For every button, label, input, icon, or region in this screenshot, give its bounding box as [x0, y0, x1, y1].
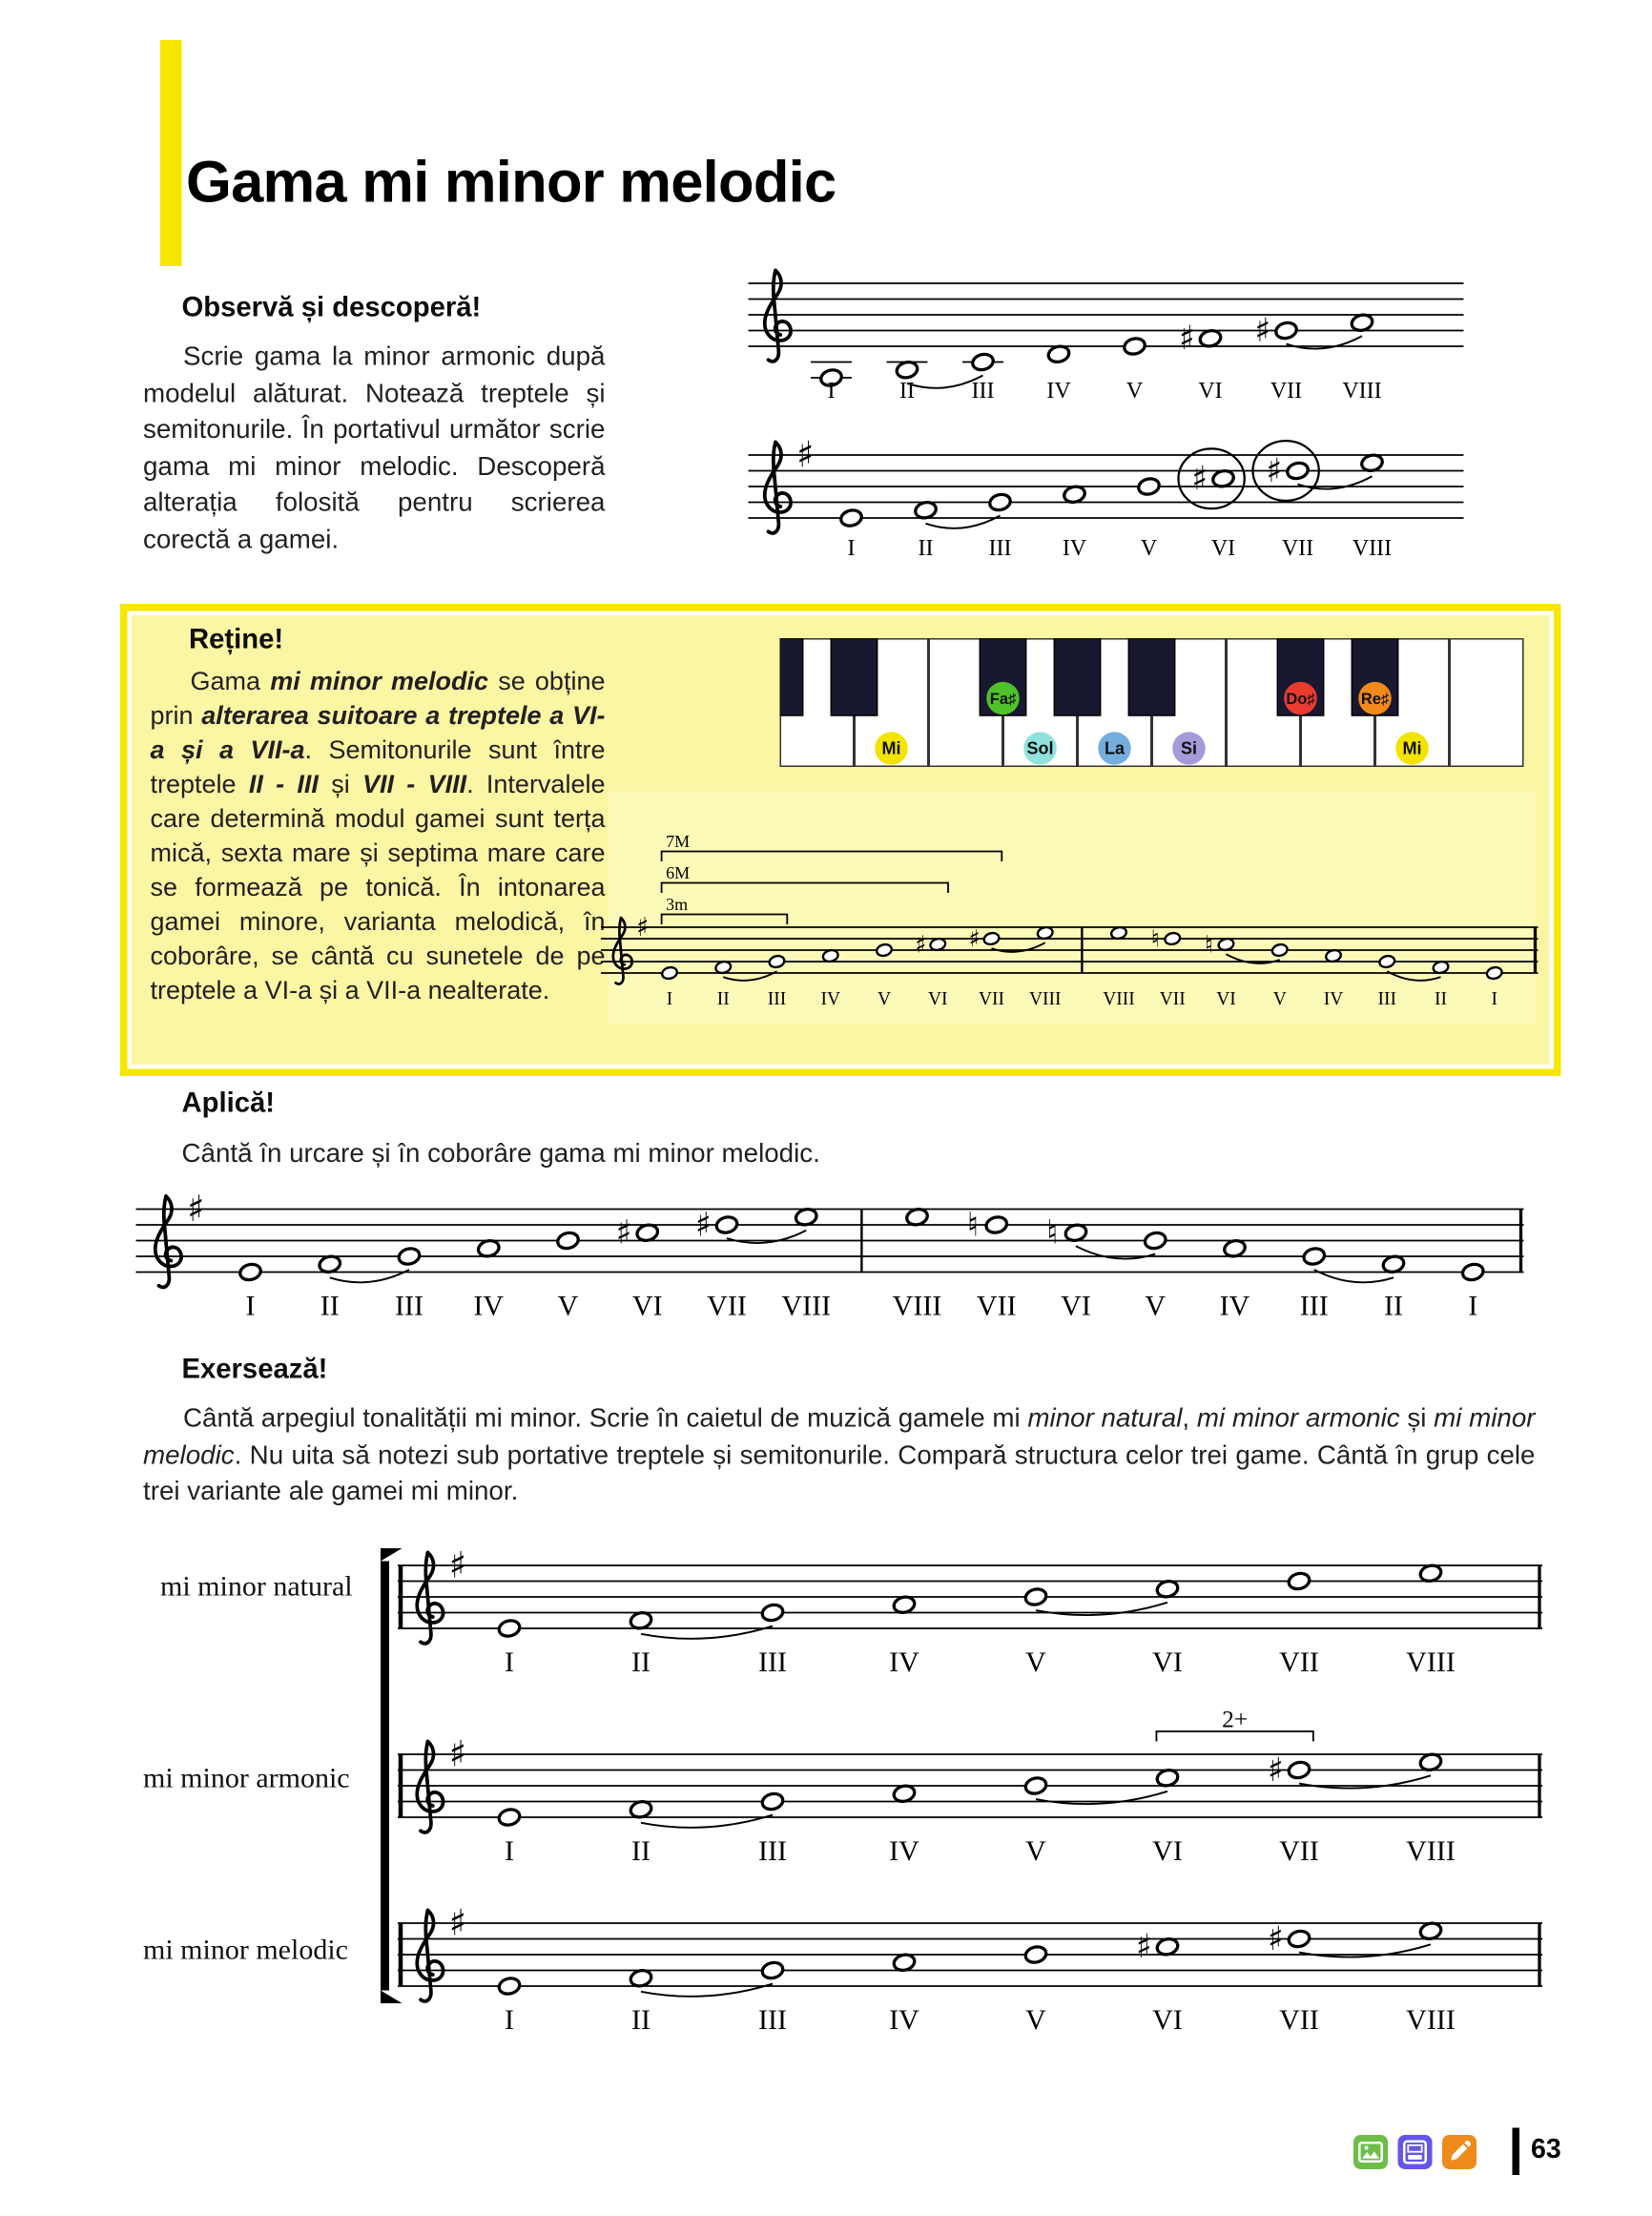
svg-text:V: V [1025, 1835, 1046, 1867]
svg-text:VI: VI [1152, 2004, 1183, 2036]
svg-text:VIII: VIII [1028, 989, 1062, 1009]
video-icon-glyph [1398, 2135, 1433, 2169]
staff-mi-minor-armonic-svg [398, 1688, 1542, 1880]
svg-text:Si: Si [1180, 738, 1198, 758]
ex-seg-x1: Cântă arpegiul tonalității mi minor. Scrie în caietul de muzică gamele mi [183, 1402, 1028, 1433]
svg-text:VI: VI [1061, 1290, 1091, 1322]
retine-seg-r6: II - III [248, 770, 319, 798]
svg-text:Mi: Mi [1402, 738, 1422, 758]
label-mi-minor-armonic: mi minor armonic [143, 1763, 350, 1794]
svg-text:II: II [631, 1835, 650, 1867]
svg-text:VI: VI [1216, 989, 1236, 1009]
svg-text:V: V [557, 1290, 579, 1322]
staff-mi-minor-natural-svg [398, 1534, 1542, 1688]
retine-seg-r1: Gama [190, 667, 271, 695]
staff-mi-minor-melodic-svg [398, 1892, 1542, 2046]
svg-text:IV: IV [820, 989, 841, 1009]
svg-text:II: II [899, 379, 915, 404]
svg-text:V: V [1025, 1646, 1046, 1678]
retine-seg-r8: VII - VIII [362, 770, 467, 798]
svg-text:Mi: Mi [881, 738, 901, 758]
svg-text:♯: ♯ [694, 1206, 712, 1245]
svg-text:IV: IV [889, 1646, 919, 1678]
svg-text:♯: ♯ [1267, 1750, 1284, 1790]
svg-text:VII: VII [1281, 536, 1314, 561]
retine-seg-r3: se obține prin [150, 667, 606, 730]
ex-seg-x2: minor natural [1027, 1402, 1183, 1433]
svg-text:III: III [767, 989, 787, 1009]
staff-la-minor-model [749, 266, 1464, 420]
staff-mi-minor-melodic-model-svg [749, 426, 1464, 575]
svg-text:7M: 7M [666, 832, 691, 851]
piano-keyboard-svg [780, 638, 1524, 767]
svg-text:♯: ♯ [448, 1732, 467, 1775]
svg-text:Do♯: Do♯ [1286, 691, 1315, 708]
svg-text:I: I [1491, 989, 1498, 1009]
svg-text:♯: ♯ [636, 911, 650, 943]
retine-seg-r4: alterarea suitoare a treptele a VI-a și a VII-a [150, 701, 606, 764]
aplica-heading: Aplică! [181, 1087, 276, 1119]
observa-body: Scrie gama la minor armonic după modelul alăturat. Notează treptele și semitonurile. În portativul următor scrie gama mi minor melodic. Descoperă alterația folosită pentru scrierea corectă a gamei. [143, 341, 606, 553]
svg-text:VII: VII [1279, 1646, 1319, 1678]
svg-text:VIII: VIII [781, 1290, 832, 1322]
svg-text:III: III [758, 1835, 787, 1867]
svg-text:V: V [1145, 1290, 1167, 1322]
svg-text:I: I [245, 1290, 256, 1322]
svg-text:♮: ♮ [1150, 924, 1160, 953]
svg-text:VII: VII [1279, 2004, 1319, 2036]
svg-text:♮: ♮ [1204, 930, 1214, 959]
svg-text:II: II [1435, 989, 1447, 1009]
svg-text:III: III [758, 1646, 787, 1678]
staff-mi-minor-melodic [398, 1892, 1542, 2054]
svg-text:♯: ♯ [796, 433, 815, 476]
svg-text:♮: ♮ [1046, 1213, 1059, 1253]
svg-text:V: V [1140, 536, 1158, 561]
svg-text:VII: VII [976, 1290, 1017, 1322]
label-mi-minor-natural: mi minor natural [160, 1571, 353, 1603]
observa-heading: Observă și descoperă! [181, 292, 482, 323]
svg-text:VIII: VIII [1406, 2004, 1456, 2036]
ex-seg-x6: mi minor melodic [143, 1402, 1536, 1469]
svg-text:VI: VI [631, 1290, 663, 1322]
svg-text:VI: VI [1198, 379, 1223, 404]
svg-text:V: V [1025, 2004, 1046, 2036]
svg-text:VIII: VIII [1342, 379, 1382, 404]
svg-text:VII: VII [978, 989, 1005, 1009]
svg-text:♯: ♯ [448, 1901, 467, 1944]
svg-text:II: II [1384, 1290, 1403, 1322]
svg-text:II: II [716, 989, 730, 1009]
svg-text:VI: VI [1152, 1646, 1183, 1678]
svg-text:III: III [1299, 1290, 1329, 1322]
svg-text:♯: ♯ [1254, 311, 1271, 350]
svg-text:♯: ♯ [1135, 1928, 1152, 1967]
ex-seg-x4: mi minor armonic [1196, 1402, 1400, 1433]
svg-text:♯: ♯ [915, 930, 927, 959]
page-number: 63 [1531, 2135, 1561, 2165]
svg-text:IV: IV [1219, 1290, 1250, 1322]
svg-text:III: III [988, 536, 1012, 561]
retine-seg-r9: . Intervalele care determină modul gamei sunt terța mică, sexta mare și septima mare care se formează pe tonică. În intonarea gamei minore, varianta melodică, în coborâre, se cântă cu sunetele de pe treptele a VI-a și a VII-a nealterate. [150, 770, 606, 1004]
staff-aplica [136, 1170, 1524, 1347]
system-bracket [381, 1562, 389, 1991]
svg-text:II: II [918, 536, 934, 561]
svg-text:I: I [505, 1646, 514, 1678]
svg-text:VI: VI [1152, 1835, 1183, 1867]
svg-text:VIII: VIII [1352, 536, 1393, 561]
svg-text:III: III [1377, 989, 1396, 1009]
staff-la-minor-model-svg [749, 266, 1464, 412]
svg-text:I: I [827, 379, 836, 404]
svg-text:2+: 2+ [1222, 1705, 1249, 1733]
svg-text:♮: ♮ [966, 1206, 980, 1245]
svg-text:Re♯: Re♯ [1360, 691, 1390, 708]
svg-text:V: V [877, 989, 892, 1009]
staff-mi-minor-armonic [398, 1688, 1542, 1888]
svg-text:IV: IV [1323, 989, 1344, 1009]
svg-text:I: I [847, 536, 856, 561]
aplica-body: Cântă în urcare și în coborâre gama mi minor melodic. [181, 1137, 820, 1168]
svg-text:IV: IV [1046, 379, 1071, 404]
svg-text:♯: ♯ [1266, 451, 1283, 490]
svg-text:IV: IV [889, 1835, 919, 1867]
svg-text:III: III [758, 2004, 787, 2036]
svg-text:♯: ♯ [968, 924, 981, 953]
retine-body [151, 664, 606, 1007]
svg-text:V: V [1125, 379, 1144, 404]
svg-text:La: La [1104, 738, 1125, 758]
staff-intervals-svg [601, 784, 1538, 1019]
svg-text:V: V [1272, 989, 1287, 1009]
svg-text:VIII: VIII [1406, 1646, 1456, 1678]
svg-text:♯: ♯ [187, 1188, 205, 1231]
image-icon-glyph [1353, 2135, 1388, 2169]
title-accent-bar [160, 40, 182, 266]
svg-text:VIII: VIII [1103, 989, 1135, 1009]
svg-text:Fa♯: Fa♯ [989, 691, 1017, 708]
piano-keyboard [780, 638, 1524, 775]
page-number-bar [1513, 2128, 1520, 2176]
svg-text:IV: IV [1062, 536, 1087, 561]
svg-text:VII: VII [1279, 1835, 1319, 1867]
svg-text:♯: ♯ [1178, 320, 1195, 359]
svg-text:I: I [666, 989, 673, 1009]
retine-seg-r2: mi minor melodic [270, 667, 489, 695]
pencil-icon-glyph [1442, 2135, 1476, 2169]
svg-text:VII: VII [707, 1290, 747, 1322]
video-icon[interactable] [1398, 2135, 1433, 2169]
svg-text:I: I [505, 2004, 514, 2036]
exerseaza-heading: Exersează! [181, 1354, 328, 1385]
retine-seg-r5: . Semitonurile sunt între treptele [150, 735, 606, 798]
svg-text:III: III [971, 379, 995, 404]
svg-text:Sol: Sol [1026, 738, 1054, 758]
svg-text:6M: 6M [666, 863, 691, 882]
svg-text:III: III [395, 1290, 423, 1322]
svg-text:I: I [505, 1835, 514, 1867]
svg-text:II: II [320, 1290, 340, 1322]
ex-seg-x5: și [1399, 1402, 1435, 1433]
svg-text:♯: ♯ [615, 1213, 632, 1253]
staff-mi-minor-melodic-model [749, 426, 1464, 583]
staff-intervals [601, 784, 1538, 1026]
svg-text:II: II [631, 2004, 650, 2036]
page-title: Gama mi minor melodic [186, 149, 836, 215]
svg-text:VIII: VIII [1406, 1835, 1456, 1867]
svg-text:VII: VII [1270, 379, 1303, 404]
pencil-icon[interactable] [1442, 2135, 1476, 2169]
svg-text:I: I [1468, 1290, 1478, 1322]
svg-text:II: II [631, 1646, 650, 1678]
staff-mi-minor-natural [398, 1534, 1542, 1696]
svg-text:♯: ♯ [1267, 1919, 1284, 1958]
svg-text:VIII: VIII [892, 1290, 942, 1322]
svg-text:IV: IV [473, 1290, 505, 1322]
retine-heading: Reține! [189, 624, 284, 655]
svg-text:VI: VI [1210, 536, 1236, 561]
svg-text:IV: IV [889, 2004, 919, 2036]
svg-text:3m: 3m [666, 895, 689, 914]
exerseaza-body [143, 1399, 1536, 1509]
svg-text:VI: VI [927, 989, 948, 1009]
ex-seg-x7: . Nu uita să notezi sub portative treptele și semitonurile. Compară structura celor trei game. Cântă în grup cele trei variante ale gamei mi minor. [143, 1439, 1536, 1505]
digital-resource-icons [1353, 2135, 1476, 2169]
svg-text:VII: VII [1159, 989, 1186, 1009]
svg-text:♯: ♯ [1191, 460, 1208, 499]
svg-text:♯: ♯ [448, 1543, 467, 1586]
image-icon[interactable] [1353, 2135, 1388, 2169]
label-mi-minor-melodic: mi minor melodic [143, 1935, 348, 1966]
staff-aplica-svg [136, 1170, 1524, 1339]
ex-seg-x3: , [1182, 1402, 1197, 1433]
retine-seg-r7: și [318, 770, 363, 798]
